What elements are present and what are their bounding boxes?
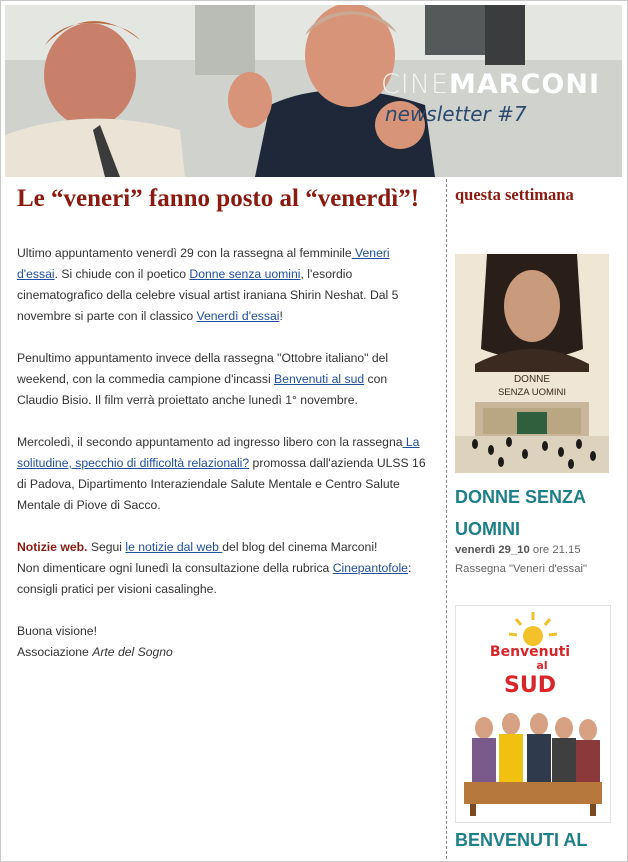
poster-benvenuti-al-sud[interactable] [455,605,611,823]
text: Penultimo appuntamento invece della rassegna "Ottobre italiano" del weekend, con la commedia campione d'incassi [17,351,389,386]
text: con Claudio Bisio. Il film verrà proiettato anche lunedì 1° novembre. [17,372,388,407]
link-benvenuti-al-sud[interactable]: Benvenuti al sud [274,372,365,386]
text: promossa dall'azienda ULSS 16 di Padova, Dipartimento Interaziendale Salute Mentale e Centro Salute Mentale di Piove di Sacco. [17,456,426,512]
film-date: venerdì 29_10 [455,544,530,556]
text: , l'esordio cinematografico della celebre visual artist iraniana Shirin Neshat. Dal 5 novembre si parte con il classico [17,267,399,323]
paragraph-solitudine [17,432,429,516]
film-schedule [455,541,615,579]
link-notizie-dal-web[interactable]: le notizie dal web [125,540,223,554]
sidebar-title: questa settimana [455,185,574,204]
paragraph-notizie-web [17,537,429,600]
brand-title [381,69,600,100]
text: Non dimenticare ogni lunedì la consultazione della rubrica [17,561,333,575]
film-series: Rassegna "Veneri d'essai" [455,563,588,575]
headline: Le “veneri” fanno posto al “venerdì”! [17,185,420,212]
signature-prefix: Associazione [17,645,93,659]
signature-name: Arte del Sogno [92,645,173,659]
header-banner [5,5,622,177]
film-title-donne-senza-uomini[interactable]: DONNE SENZA UOMINI [455,487,586,539]
paragraph-veneri [17,243,429,327]
poster-benvenuti-line2: al [536,659,548,672]
poster-benvenuti-line1: Benvenuti [489,644,571,660]
text: : consigli pratici per visioni casalinghe. [17,561,412,596]
text: . Si chiude con il poetico [54,267,190,281]
main-content [17,185,429,684]
poster-donne-line1: DONNE [513,374,551,385]
brand-title-light: CINE [380,69,450,100]
poster-benvenuti-line3: SUD [504,673,556,698]
poster-donne-line2: SENZA UOMINI [497,387,567,398]
poster-donne-image [455,254,609,473]
newsletter-number: newsletter #7 [384,102,527,126]
notizie-web-label: Notizie web. [17,540,88,554]
text: Segui [87,540,126,554]
poster-donne-senza-uomini[interactable] [455,254,609,473]
greeting: Buona visione! [17,624,97,638]
text: ! [279,309,283,323]
link-veneri-essai[interactable]: Veneri d'essai [17,246,390,281]
column-divider [446,179,447,862]
link-cinepantofole[interactable]: Cinepantofole [332,561,408,575]
paragraph-ottobre-italiano [17,348,429,411]
poster-benvenuti-image [456,606,610,822]
text: Ultimo appuntamento venerdì 29 con la rassegna al femminile [17,246,352,260]
closing [17,621,429,663]
brand-block [381,69,600,126]
text: del blog del cinema Marconi! [222,540,378,554]
link-donne-senza-uomini[interactable]: Donne senza uomini [189,267,301,281]
brand-title-bold: MARCONI [449,69,600,100]
link-la-solitudine[interactable]: La solitudine, specchio di difficoltà relazionali? [17,435,420,470]
sidebar [455,185,615,850]
film-time: ore 21.15 [529,544,581,556]
link-venerdi-essai[interactable]: Venerdì d'essai [196,309,280,323]
film-title-benvenuti-al-sud[interactable]: BENVENUTI AL [455,830,588,850]
text: Mercoledì, il secondo appuntamento ad ingresso libero con la rassegna [17,435,403,449]
